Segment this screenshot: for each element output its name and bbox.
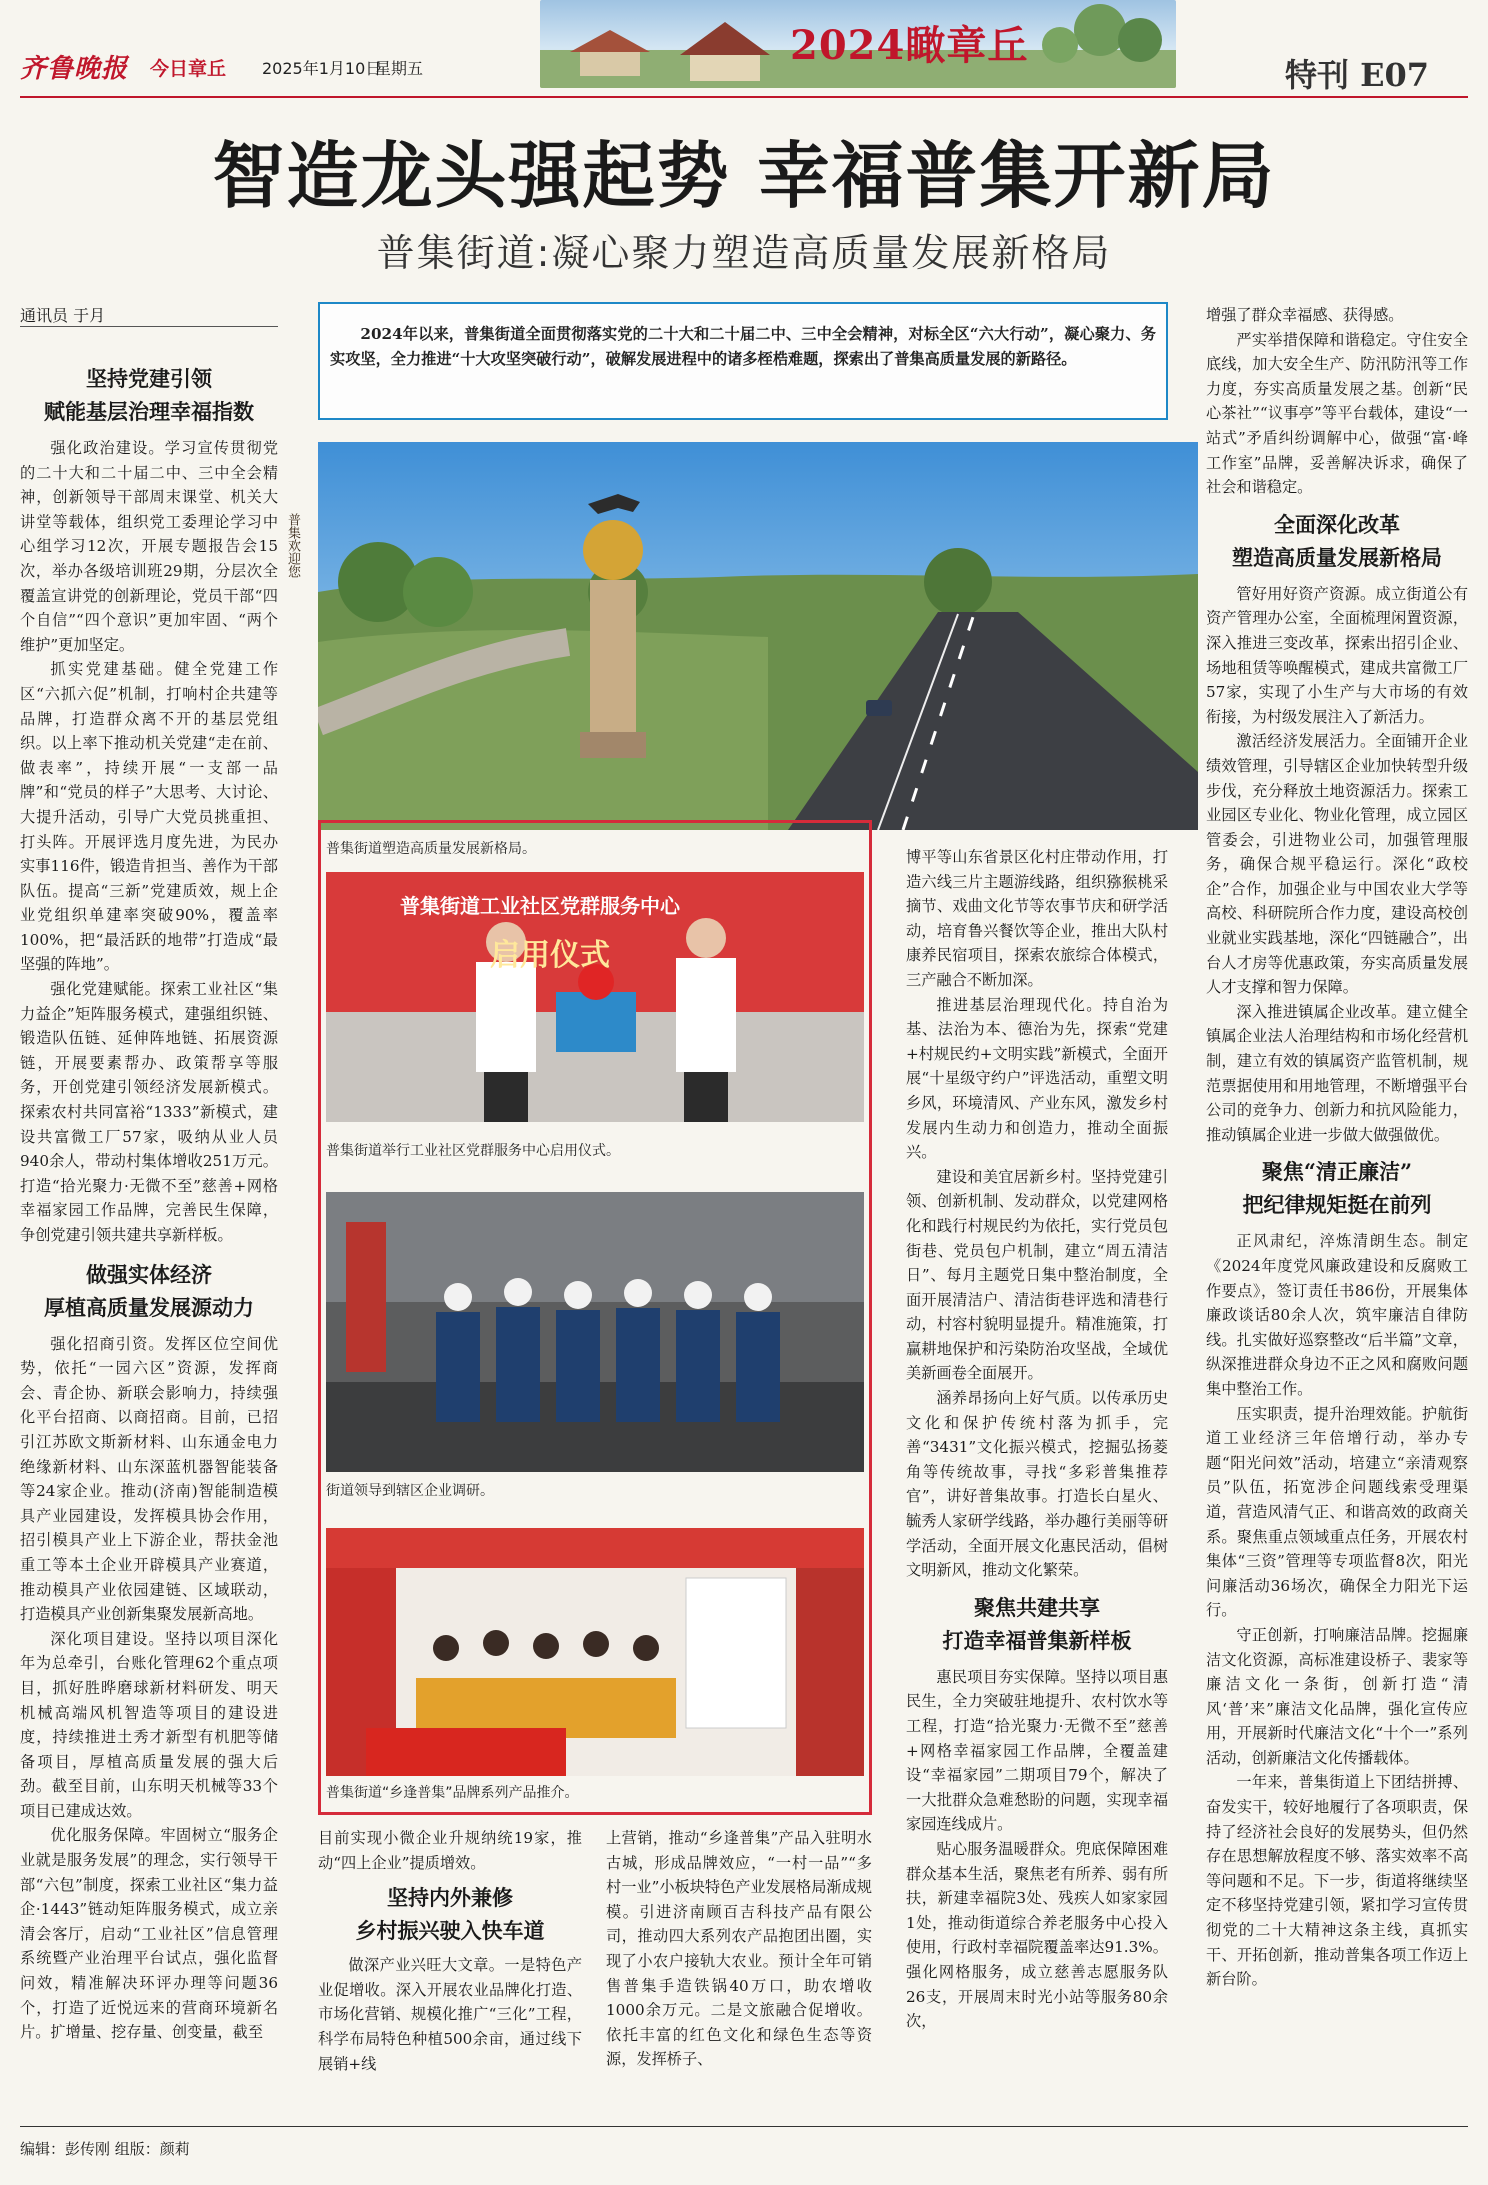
paragraph: 贴心服务温暖群众。兜底保障困难群众基本生活，聚焦老有所养、弱有所扶，新建幸福院3处、残疾人如家家园1处，推动街道综合养老服务中心投入使用，行政村幸福院覆盖率达91.3%。强化网格服务，成立慈善志愿服务队26支，开展周末时光小站等服务80余次， [906,1839,1168,2031]
masthead-rule [20,96,1468,98]
section-title-4: 聚焦共建共享 打造幸福普集新样板 [942,1594,1132,1653]
headline: 智造龙头强起势 幸福普集开新局 [212,133,1276,218]
monument-sign: 普集欢迎您 [285,512,300,578]
paragraph: 深入推进镇属企业改革。建立健全镇属企业法人治理结构和市场化经营机制，建立有效的镇属资产监管机制，规范票据使用和用地管理，不断增强平台公司的竞争力、创新力和抗风险能力，推动镇属企业进一步做大做强做优。 [1206,1002,1468,1144]
photo-caption-1: 普集街道塑造高质量发展新格局。 [326,841,536,857]
paragraph: 正风肃纪，淬炼清朗生态。制定《2024年度党风廉政建设和反腐败工作要点》，签订责任书86份，开展集体廉政谈话80余人次，筑牢廉洁自律防线。扎实做好巡察整改“后半篇”文章，纵深推进群众身边不正之风和腐败问题集中整治工作。 [1206,1232,1468,1398]
paragraph: 抓实党建基础。健全党建工作区“六抓六促”机制，打响村企共建等品牌，打造群众离不开的基层党组织。以上率下推动机关党建“走在前、做表率”，持续开展“一支部一品牌”和“党员的样子”大思考、大讨论、大提升活动，引导广大党员挑重担、打头阵。开展评选月度先进，为民办实事116件，锻造肯担当、善作为干部队伍。提高“三新”党建质效，规上企业党组织单建率突破90%，覆盖率100%，把“最活跃的地带”打造成“最坚强的阵地”。 [20,660,278,974]
newspaper-brand: 齐鲁晚报 [20,54,129,84]
column-1 [20,362,278,2045]
column-2 [318,1826,582,2076]
paragraph: 优化服务保障。牢固树立“服务企业就是服务发展”的理念，实行领导干部“六包”制度，探索工业社区“集力益企·1443”链动矩阵服务模式，成立亲清会客厅，启动“工业社区”信息管理系统暨产业治理平台试点，强化监督问效，精准解决环评办理等问题36个，打造了近悦远来的营商环境新名片。扩增量、挖存量、创变量，截至 [20,1826,278,2042]
paragraph: 压实职责，提升治理效能。护航街道工业经济三年倍增行动，举办专题“阳光问效”活动，培建立“亲清观察员”队伍，拓宽涉企问题线索受理渠道，营造风清气正、和谐高效的政商关系。聚焦重点领域重点任务，开展农村集体“三资”管理等专项监督8次，阳光问廉活动36场次，确保全力阳光下运行。 [1206,1404,1468,1620]
footer-rule [20,2126,1468,2127]
editor-credit: 编辑：彭传刚 组版：颜莉 [20,2140,190,2158]
column-3 [606,1826,872,2072]
paragraph: 强化招商引资。发挥区位空间优势，依托“一园六区”资源，发挥商会、青企协、新联会影响力，持续强化平台招商、以商招商。目前，已招引江苏欧文斯新材料、山东通金电力绝缘新材料、山东深蓝机器智能装备等24家企业。推动(济南)智能制造模具产业园建设，发挥模具协会作用，招引模具产业上下游企业，帮扶金池重工等本土企业开辟模具产业赛道，推动模具产业依园建链、区域联动，打造模具产业创新集聚发展新高地。 [20,1334,278,1624]
photo-caption-3: 街道领导到辖区企业调研。 [326,1483,494,1499]
ceremony-banner-text: 普集街道工业社区党群服务中心 [400,894,680,918]
paragraph: 激活经济发展活力。全面铺开企业绩效管理，引导辖区企业加快转型升级步伐，充分释放土地资源活力。探索工业园区专业化、物业化管理，成立园区管委会，引进物业公司，加强管理服务，确保合规平稳运行。深化“政校企”合作，加强企业与中国农业大学等高校、科研院所合作力度，建设高校创业就业实践基地，深化“四链融合”，出台人才房等优惠政策，夯实高质量发展人才支撑和智力保障。 [1206,732,1468,997]
ceremony-banner-text-2: 启用仪式 [490,938,610,973]
photo-caption-2: 普集街道举行工业社区党群服务中心启用仪式。 [326,1143,620,1159]
byline: 通讯员 于月 [20,306,106,325]
section-title-5: 全面深化改革 塑造高质量发展新格局 [1232,511,1442,570]
paragraph: 增强了群众幸福感、获得感。 [1206,306,1404,324]
paragraph: 强化党建赋能。探索工业社区“集力益企”矩阵服务模式，建强组织链、锻造队伍链、延伸阵地链、拓展资源链，开展要素帮办、政策帮享等服务，开创党建引领经济发展新模式。探索农村共同富裕“1333”新模式，建设共富微工厂57家，吸纳从业人员940余人，带动村集体增收251万元。打造“拾光聚力·无微不至”慈善+网格幸福家园工作品牌，完善民生保障，争创党建引领共建共享新样板。 [20,980,278,1244]
section-title-6: 聚焦“清正廉洁” 把纪律规矩挺在前列 [1242,1159,1432,1218]
photo-caption-4: 普集街道“乡逢普集”品牌系列产品推介。 [326,1785,579,1801]
paragraph: 守正创新，打响廉洁品牌。挖掘廉洁文化资源，高标准建设桥子、裴家等廉洁文化一条街，创新打造“清风‘普’来”廉洁文化品牌，强化宣传应用，开展新时代廉洁文化“十个一”系列活动，创新廉洁文化传播载体。 [1206,1625,1468,1767]
page-label: 特刊 E07 [1285,56,1430,94]
section-name: 今日章丘 [150,58,227,80]
paragraph: 博平等山东省景区化村庄带动作用，打造六线三片主题游线路，组织猕猴桃采摘节、戏曲文化节等农事节庆和研学活动，培育鲁兴餐饮等企业，推出大队村康养民宿项目，探索农旅综合体模式，三产融合不断加深。 [906,848,1168,989]
paragraph: 深化项目建设。坚持以项目深化年为总牵引，台账化管理62个重点项目，抓好胜晔磨球新材料研发、明天机械高端风机智造等项目的建设进度，持续推进土秀才新型有机肥等储备项目，厚植高质量发展的强大后劲。截至目前，山东明天机械等33个项目已建成达效。 [20,1629,278,1820]
paragraph: 一年来，普集街道上下团结拼搏、奋发实干，较好地履行了各项职责，保持了经济社会良好的发展势头，但仍然存在思想解放程度不够、落实效率不高等问题和不足。下一步，街道将继续坚定不移坚持党建引领，紧扣学习宣传贯彻党的二十大精神这条主线，真抓实干、开拓创新，推动普集各项工作迈上新台阶。 [1206,1773,1468,1989]
paragraph: 建设和美宜居新乡村。坚持党建引领、创新机制、发动群众，以党建网格化和践行村规民约为依托，实行党员包街巷、党员包户机制，建立“周五清洁日”、每月主题党日集中整治制度，全面开展清洁户、清洁街巷评选和清巷行动，村容村貌明显提升。精准施策，打赢耕地保护和污染防治攻坚战，全域优美新画卷全面展开。 [906,1167,1168,1383]
section-title-1: 坚持党建引领 赋能基层治理幸福指数 [44,366,254,424]
photo-landscape [318,442,1198,830]
paragraph: 惠民项目夯实保障。坚持以项目惠民生，全力突破驻地提升、农村饮水等工程，打造“拾光聚力·无微不至”慈善+网格幸福家园工作品牌，全覆盖建设“幸福家园”二期项目79个，解决了一大批群众急难愁盼的问题，实现幸福家园连线成片。 [906,1667,1168,1834]
issue-weekday: 星期五 [375,59,424,78]
paragraph: 管好用好资产资源。成立街道公有资产管理办公室，全面梳理闲置资源，深入推进三变改革，探索出招引企业、场地租赁等唤醒模式，建成共富微工厂57家，实现了小生产与大市场的有效衔接，为村级发展注入了新活力。 [1206,584,1468,726]
paragraph: 目前实现小微企业升规纳统19家，推动“四上企业”提质增效。 [318,1829,582,1872]
byline-rule [20,326,278,327]
paragraph: 涵养昂扬向上好气质。以传承历史文化和保护传统村落为抓手，完善“3431”文化振兴模式，挖掘弘扬菱角等传统故事，寻找“多彩普集推荐官”，讲好普集故事。打造长白星火、毓秀人家研学线路，举办趣行美丽等研学活动，全面开展文化惠民活动，倡树文明新风，推动文化繁荣。 [906,1389,1168,1580]
column-5 [1206,303,1468,1992]
photo-product-showcase [326,1528,864,1776]
paragraph: 做深产业兴旺大文章。一是特色产业促增收。深入开展农业品牌化打造、市场化营销、规模化推广“三化”工程，科学布局特色种植500余亩，通过线下展销+线 [318,1956,582,2073]
banner-title: 2024瞰章丘 [790,22,1029,69]
issue-date: 2025年1月10日 [262,59,382,78]
paragraph: 推进基层治理现代化。持自治为基、法治为本、德治为先，探索“党建+村规民约+文明实践”新模式，全面开展“十星级守约户”评选活动，重塑文明乡风，环境清风、产业东风，激发乡村发展内生动力和创造力，推动全面振兴。 [906,995,1168,1162]
column-4 [906,845,1168,2034]
paragraph: 严实举措保障和谐稳定。守住安全底线，加大安全生产、防汛防汛等工作力度，夯实高质量发展之基。创新“民心茶社”“议事亭”等平台载体，建设“一站式”矛盾纠纷调解中心，做强“富·峰工作室”品牌，妥善解决诉求，确保了社会和谐稳定。 [1206,330,1468,497]
photo-factory-visit [326,1192,864,1472]
intro-text: 2024年以来，普集街道全面贯彻落实党的二十大和二十届二中、三中全会精神，对标全区“六大行动”，凝心聚力、务实攻坚，全力推进“十大攻坚突破行动”，破解发展进程中的诸多桎梏难题，探索出了普集高质量发展的新路径。 [330,325,1156,368]
paragraph: 强化政治建设。学习宣传贯彻党的二十大和二十届二中、三中全会精神，创新领导干部周末课堂、机关大讲堂等载体，组织党工委理论学习中心组学习12次，开展专题报告会15次，举办各级培训班29期，分层次全覆盖宣讲党的创新理论，党员干部“四个自信”“四个意识”更加牢固、“两个维护”更加坚定。 [20,439,278,654]
paragraph: 上营销，推动“乡逢普集”产品入驻明水古城，形成品牌效应，“一村一品”“多村一业”小板块特色产业发展格局渐成规模。引进济南顾百吉科技产品有限公司，推动四大系列农产品抱团出圈，实现了小农户接轨大农业。预计全年可销售普集手造铁锅40万口，助农增收1000余万元。二是文旅融合促增收。依托丰富的红色文化和绿色生态等资源，发挥桥子、 [606,1829,872,2069]
section-title-2: 做强实体经济 厚植高质量发展源动力 [44,1261,254,1320]
subheadline: 普集街道:凝心聚力塑造高质量发展新格局 [376,231,1112,275]
section-title-3: 坚持内外兼修 乡村振兴驶入快车道 [355,1885,545,1944]
